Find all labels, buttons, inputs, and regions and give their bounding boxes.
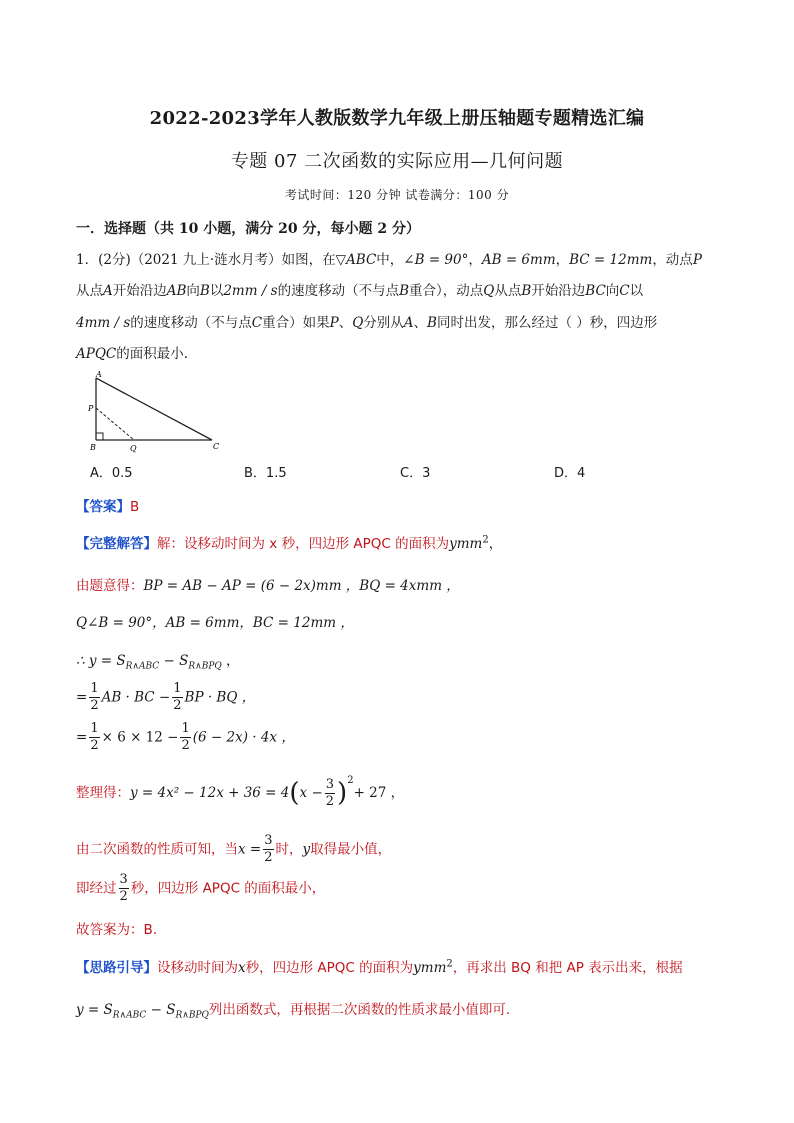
fraction-numerator: 3 bbox=[264, 833, 273, 848]
math-expression: ∴ y = S bbox=[76, 653, 126, 669]
text-fragment: 列出函数式，再根据二次函数的性质求最小值即可. bbox=[208, 1002, 511, 1018]
option-d: D．4 bbox=[554, 466, 586, 481]
fraction-denominator: 2 bbox=[181, 738, 190, 753]
text-fragment: 整理得： bbox=[76, 785, 130, 801]
right-paren: ) bbox=[337, 778, 348, 808]
text-fragment: 、 bbox=[338, 315, 353, 331]
math-expression: (6 − 2x) · 4x ， bbox=[192, 729, 295, 746]
final-answer: 故答案为：B. bbox=[76, 922, 158, 938]
area-unit: ymm bbox=[413, 960, 447, 976]
solution-property bbox=[76, 833, 391, 866]
question-number: 1．(2分)（2021 九上·涟水月考）如图，在 bbox=[76, 252, 336, 268]
text-fragment: 取得最小值， bbox=[310, 841, 392, 858]
text-fragment: 从点 bbox=[76, 283, 103, 299]
fraction-denominator: 2 bbox=[173, 698, 182, 713]
text-fragment: 由题意得： bbox=[76, 578, 144, 594]
subscript: R∧BPQ bbox=[188, 661, 222, 672]
fraction-denominator: 2 bbox=[119, 889, 128, 904]
solution-simplify bbox=[76, 775, 404, 810]
math-expression: y = S bbox=[76, 1002, 113, 1018]
fraction-three-halves bbox=[325, 777, 335, 810]
point-q: Q bbox=[352, 315, 364, 331]
option-a: A．0.5 bbox=[90, 466, 133, 481]
text-fragment: ， bbox=[221, 653, 240, 669]
text-fragment: 的速度移动（不与点 bbox=[277, 283, 400, 299]
subscript: R∧ABC bbox=[112, 1010, 147, 1021]
fraction-numerator: 1 bbox=[181, 721, 190, 736]
point-p: P bbox=[329, 315, 339, 331]
text-fragment: 中， bbox=[376, 252, 404, 268]
point-c: C bbox=[619, 283, 630, 299]
side-bc: BC bbox=[585, 283, 606, 299]
segment-pq bbox=[96, 408, 134, 440]
math-expression: x − bbox=[299, 785, 323, 801]
point-b: B bbox=[199, 283, 210, 299]
text-fragment: 秒，四边形 APQC 的面积为 bbox=[245, 960, 414, 976]
label-b: B bbox=[90, 443, 96, 452]
math-expression: + 27 ， bbox=[353, 785, 405, 801]
hint-line-2 bbox=[76, 998, 510, 1021]
length-ab: AB = 6mm bbox=[481, 252, 556, 268]
solution-conditions bbox=[76, 611, 354, 631]
fraction-denominator: 2 bbox=[325, 793, 335, 809]
text-fragment: 开始沿边 bbox=[531, 283, 586, 299]
speed-q: 4mm / s bbox=[76, 315, 131, 331]
solution-final bbox=[76, 918, 157, 938]
text-fragment: ，再求出 BQ 和把 AP 表示出来，根据 bbox=[452, 960, 683, 976]
text-fragment: 设移动时间为 bbox=[157, 960, 238, 976]
fraction-denominator: 2 bbox=[264, 850, 273, 865]
math-expression: Q∠B = 90°，AB = 6mm，BC = 12mm ， bbox=[76, 615, 354, 631]
text-fragment: ，动点 bbox=[652, 252, 693, 268]
fraction-denominator: 2 bbox=[90, 738, 99, 753]
angle-b: ∠B = 90° bbox=[403, 252, 469, 268]
text-fragment: 重合）如果 bbox=[262, 315, 330, 331]
exam-info: 考试时间：120 分钟 试卷满分：100 分 bbox=[284, 188, 510, 202]
option-b: B．1.5 bbox=[244, 466, 287, 481]
superscript: 2 bbox=[446, 958, 453, 970]
option-c: C．3 bbox=[400, 466, 431, 481]
left-paren: ( bbox=[289, 778, 300, 808]
text-fragment: 解：设移动时间为 x 秒，四边形 APQC 的面积为 bbox=[157, 536, 450, 552]
math-expression: BP · BQ ， bbox=[184, 689, 256, 706]
text-fragment: 的速度移动（不与点 bbox=[130, 315, 252, 331]
solution-tag: 【完整解答】 bbox=[76, 536, 157, 552]
text-fragment: 同时出发，那么经过（ ）秒，四边形 bbox=[436, 315, 658, 331]
math-expression: × 6 × 12 − bbox=[101, 729, 179, 746]
answer-line bbox=[76, 495, 139, 515]
hint-line-1 bbox=[76, 956, 683, 976]
text-fragment: 、 bbox=[413, 315, 428, 331]
point-b: B bbox=[521, 283, 532, 299]
question-line-1: 1．(2分)（2021 九上·涟水月考）如图，在▽ABC中，∠B = 90°，AB = 6mm，BC = 12mm，动点P bbox=[76, 252, 702, 268]
point-a: A bbox=[103, 283, 113, 299]
fraction-numerator: 3 bbox=[119, 872, 128, 887]
label-p: P bbox=[88, 404, 94, 413]
solution-step-1 bbox=[76, 681, 255, 714]
solution-therefore bbox=[76, 649, 240, 672]
text-fragment: 向 bbox=[186, 283, 200, 299]
text-fragment: ， bbox=[488, 536, 503, 552]
section-heading: 一．选择题（共 10 小题，满分 20 分，每小题 2 分） bbox=[76, 221, 420, 237]
subscript: R∧ABC bbox=[125, 661, 160, 672]
answer-tag: 【答案】 bbox=[76, 499, 130, 515]
triangle-figure bbox=[84, 370, 234, 456]
subscript: R∧BPQ bbox=[175, 1010, 209, 1021]
equals-sign: = bbox=[76, 729, 88, 746]
fraction-half bbox=[89, 721, 99, 754]
text-fragment: 由二次函数的性质可知，当 bbox=[76, 841, 238, 858]
math-expression: − S bbox=[159, 653, 189, 669]
text-fragment: 即经过 bbox=[76, 880, 117, 897]
point-a: A bbox=[403, 315, 414, 331]
point-b: B bbox=[399, 283, 410, 299]
superscript: 2 bbox=[482, 534, 489, 546]
text-fragment: 秒，四边形 APQC 的面积最小， bbox=[130, 880, 326, 897]
text-fragment: 向 bbox=[605, 283, 620, 299]
point-c: C bbox=[251, 315, 263, 331]
question-line-2 bbox=[76, 281, 726, 301]
superscript: 2 bbox=[347, 775, 354, 786]
text-fragment: 重合），动点 bbox=[409, 283, 484, 299]
fraction-numerator: 1 bbox=[90, 681, 99, 696]
question-line-3 bbox=[76, 313, 726, 333]
text-fragment: 以 bbox=[629, 283, 644, 299]
fraction-denominator: 2 bbox=[90, 698, 99, 713]
label-c: C bbox=[213, 442, 220, 451]
math-expression: y = 4x² − 12x + 36 = 4 bbox=[130, 785, 290, 801]
fraction-numerator: 1 bbox=[173, 681, 182, 696]
label-q: Q bbox=[130, 444, 137, 453]
fraction-numerator: 3 bbox=[325, 776, 335, 792]
math-expression: x = bbox=[238, 841, 262, 858]
point-p: P bbox=[692, 252, 702, 268]
fraction-three-halves bbox=[119, 872, 129, 905]
length-bc: BC = 12mm bbox=[569, 252, 653, 268]
fraction-numerator: 1 bbox=[90, 721, 99, 736]
text-fragment: 从点 bbox=[494, 283, 522, 299]
answer-value: B bbox=[130, 499, 140, 515]
solution-step-2 bbox=[76, 721, 295, 754]
text-fragment: 分别从 bbox=[363, 315, 404, 331]
hint-tag: 【思路引导】 bbox=[76, 960, 157, 976]
label-a: A bbox=[96, 370, 102, 379]
side-ab: AB bbox=[166, 283, 187, 299]
point-b: B bbox=[427, 315, 437, 331]
triangle-symbol: ▽ABC bbox=[335, 252, 377, 268]
question-line-4 bbox=[76, 344, 726, 364]
area-unit: ymm bbox=[449, 536, 483, 552]
document-title: 2022-2023学年人教版数学九年级上册压轴题专题精选汇编 bbox=[149, 108, 645, 129]
solution-conclusion bbox=[76, 872, 325, 905]
fraction-half bbox=[172, 681, 182, 714]
equals-sign: = bbox=[76, 689, 88, 706]
speed-p: 2mm / s bbox=[223, 283, 278, 299]
fraction-half bbox=[180, 721, 190, 754]
point-q: Q bbox=[483, 283, 495, 299]
text-fragment: 的面积最小. bbox=[116, 346, 189, 362]
text-fragment: 时， bbox=[275, 841, 303, 858]
math-expression: y bbox=[302, 841, 311, 858]
math-expression: − S bbox=[146, 1002, 176, 1018]
document-subtitle: 专题 07 二次函数的实际应用—几何问题 bbox=[230, 151, 564, 172]
text-fragment: 开始沿边 bbox=[112, 283, 167, 299]
fraction-half bbox=[89, 681, 99, 714]
math-expression: AB · BC − bbox=[101, 689, 171, 706]
side-ac-line bbox=[96, 378, 212, 440]
math-variable: x bbox=[238, 960, 246, 976]
text-fragment: 以 bbox=[209, 283, 224, 299]
math-expression: BP = AB − AP = (6 − 2x)mm ，BQ = 4xmm ， bbox=[143, 578, 460, 594]
solution-given bbox=[76, 574, 460, 594]
fraction-three-halves bbox=[263, 833, 273, 866]
solution-intro bbox=[76, 532, 502, 552]
quadrilateral-apqc: APQC bbox=[76, 346, 117, 362]
right-angle-mark bbox=[96, 433, 103, 440]
